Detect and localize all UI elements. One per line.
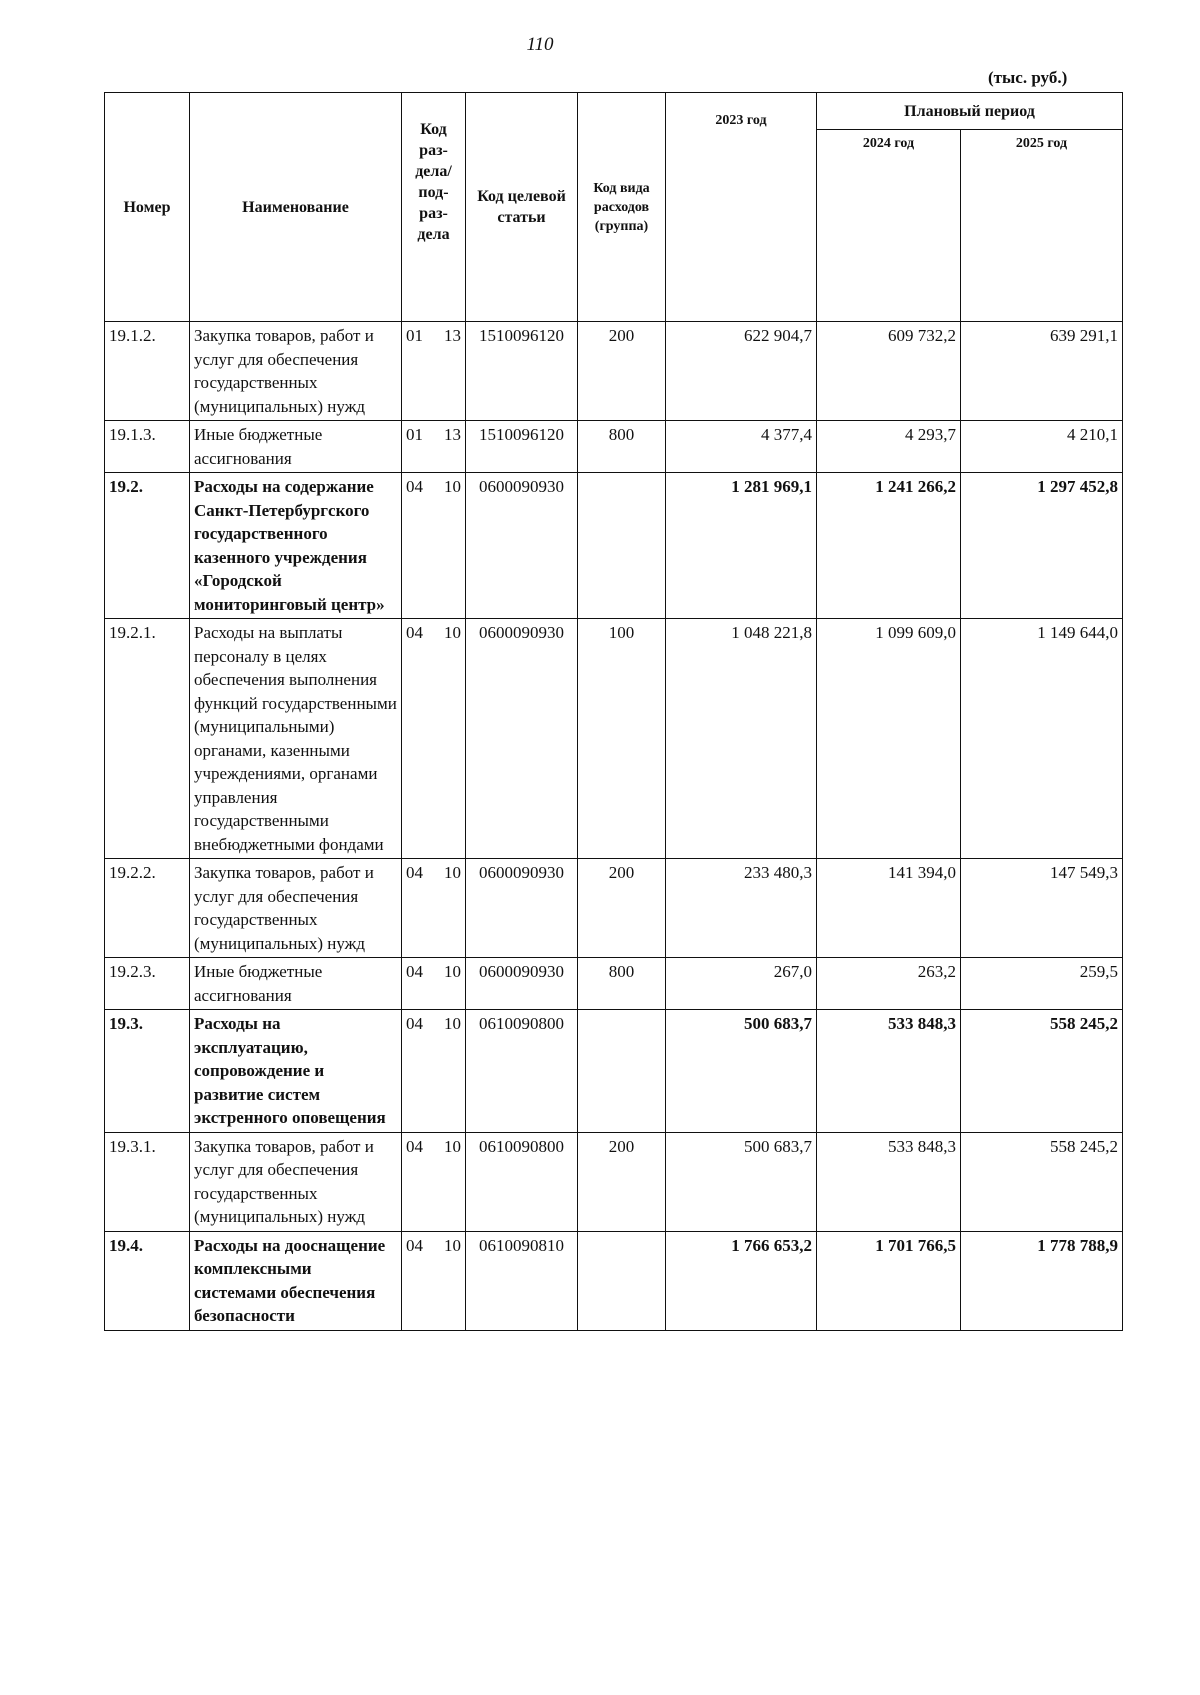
row-amount-2025: 4 210,1 — [961, 421, 1123, 473]
row-subsection: 10 — [444, 1014, 461, 1033]
row-section-code — [402, 473, 466, 619]
row-number: 19.3. — [105, 1010, 190, 1133]
row-target-code: 0600090930 — [466, 958, 578, 1010]
row-subsection: 10 — [444, 1235, 461, 1255]
row-section: 04 — [406, 863, 423, 882]
row-section: 04 — [406, 1136, 423, 1156]
row-name: Закупка товаров, работ и услуг для обеспечения государственных (муниципальных) нужд — [190, 1132, 402, 1231]
header-number: Номер — [105, 93, 190, 322]
page-number: 110 — [526, 34, 554, 55]
row-subsection: 10 — [444, 962, 461, 981]
row-section: 04 — [406, 477, 423, 496]
row-amount-2025: 1 149 644,0 — [961, 619, 1123, 859]
row-amount-2024: 533 848,3 — [817, 1010, 961, 1133]
row-expense-type — [578, 1231, 666, 1330]
row-target-code: 0610090810 — [466, 1231, 578, 1330]
table-row — [105, 421, 1123, 473]
row-amount-2023: 267,0 — [666, 958, 817, 1010]
row-section: 01 — [406, 326, 423, 345]
header-planning-period: Плановый период — [817, 93, 1123, 130]
row-number: 19.3.1. — [105, 1132, 190, 1231]
row-amount-2024: 1 701 766,5 — [817, 1231, 961, 1330]
table-body — [105, 322, 1123, 1331]
row-amount-2025: 1 778 788,9 — [961, 1231, 1123, 1330]
header-section-code: Код раз-дела/ под-раз-дела — [402, 93, 466, 322]
row-amount-2024: 141 394,0 — [817, 859, 961, 958]
row-amount-2023: 1 766 653,2 — [666, 1231, 817, 1330]
table-row — [105, 1132, 1123, 1231]
header-year-2025: 2025 год — [961, 130, 1123, 322]
units-label: (тыс. руб.) — [988, 68, 1068, 87]
row-amount-2024: 533 848,3 — [817, 1132, 961, 1231]
row-amount-2023: 1 281 969,1 — [666, 473, 817, 619]
table-row — [105, 1010, 1123, 1133]
row-section: 04 — [406, 1014, 423, 1033]
row-section-code — [402, 421, 466, 473]
table-row — [105, 1231, 1123, 1330]
row-name: Расходы на содержание Санкт-Петербургского государственного казенного учреждения «Городской мониторинговый центр» — [190, 473, 402, 619]
row-amount-2024: 263,2 — [817, 958, 961, 1010]
row-expense-type: 200 — [578, 859, 666, 958]
row-section-code — [402, 619, 466, 859]
row-subsection: 10 — [444, 863, 461, 882]
row-section-code — [402, 1231, 466, 1330]
header-year-2023: 2023 год — [666, 93, 817, 322]
header-target-code: Код целевой статьи — [466, 93, 578, 322]
row-number: 19.2.2. — [105, 859, 190, 958]
row-name: Расходы на выплаты персоналу в целях обеспечения выполнения функций государственными (муниципальными) органами, казенными учреждениями, органами управления государственными внебюджетными фондами — [190, 619, 402, 859]
row-expense-type: 200 — [578, 322, 666, 421]
row-target-code: 1510096120 — [466, 322, 578, 421]
row-amount-2023: 1 048 221,8 — [666, 619, 817, 859]
row-name: Расходы на дооснащение комплексными системами обеспечения безопасности — [190, 1231, 402, 1330]
row-target-code: 0610090800 — [466, 1132, 578, 1231]
row-section-code — [402, 1010, 466, 1133]
row-name: Закупка товаров, работ и услуг для обеспечения государственных (муниципальных) нужд — [190, 859, 402, 958]
header-expense-type-code: Код вида расходов (группа) — [578, 93, 666, 322]
row-subsection: 10 — [444, 477, 461, 496]
row-section: 04 — [406, 962, 423, 981]
row-expense-type — [578, 473, 666, 619]
row-section-code — [402, 958, 466, 1010]
row-amount-2025: 1 297 452,8 — [961, 473, 1123, 619]
row-expense-type: 100 — [578, 619, 666, 859]
row-subsection: 13 — [444, 326, 461, 345]
row-amount-2024: 1 241 266,2 — [817, 473, 961, 619]
row-section: 04 — [406, 1235, 423, 1255]
row-target-code: 1510096120 — [466, 421, 578, 473]
row-amount-2025: 558 245,2 — [961, 1010, 1123, 1133]
header-year-2024: 2024 год — [817, 130, 961, 322]
row-amount-2025: 558 245,2 — [961, 1132, 1123, 1231]
row-number: 19.1.2. — [105, 322, 190, 421]
table-row — [105, 958, 1123, 1010]
row-amount-2023: 233 480,3 — [666, 859, 817, 958]
row-number: 19.4. — [105, 1231, 190, 1330]
table-header — [105, 93, 1123, 322]
row-expense-type — [578, 1010, 666, 1133]
row-subsection: 13 — [444, 425, 461, 444]
row-number: 19.2. — [105, 473, 190, 619]
row-section-code — [402, 859, 466, 958]
row-target-code: 0600090930 — [466, 473, 578, 619]
row-name: Иные бюджетные ассигнования — [190, 958, 402, 1010]
row-amount-2023: 622 904,7 — [666, 322, 817, 421]
row-expense-type: 800 — [578, 958, 666, 1010]
row-name: Иные бюджетные ассигнования — [190, 421, 402, 473]
row-amount-2023: 500 683,7 — [666, 1010, 817, 1133]
row-target-code: 0610090800 — [466, 1010, 578, 1133]
table-row — [105, 619, 1123, 859]
row-expense-type: 200 — [578, 1132, 666, 1231]
row-amount-2025: 259,5 — [961, 958, 1123, 1010]
row-subsection: 10 — [444, 623, 461, 642]
row-amount-2023: 500 683,7 — [666, 1132, 817, 1231]
row-name: Закупка товаров, работ и услуг для обеспечения государственных (муниципальных) нужд — [190, 322, 402, 421]
row-number: 19.2.1. — [105, 619, 190, 859]
row-number: 19.1.3. — [105, 421, 190, 473]
row-section-code — [402, 322, 466, 421]
row-target-code: 0600090930 — [466, 859, 578, 958]
row-amount-2024: 609 732,2 — [817, 322, 961, 421]
row-amount-2025: 639 291,1 — [961, 322, 1123, 421]
row-name: Расходы на эксплуатацию, сопровождение и развитие систем экстренного оповещения — [190, 1010, 402, 1133]
table-row — [105, 859, 1123, 958]
row-subsection: 10 — [444, 1136, 461, 1156]
row-number: 19.2.3. — [105, 958, 190, 1010]
budget-table — [104, 92, 1123, 1331]
row-amount-2024: 1 099 609,0 — [817, 619, 961, 859]
row-amount-2024: 4 293,7 — [817, 421, 961, 473]
row-target-code: 0600090930 — [466, 619, 578, 859]
row-section: 01 — [406, 425, 423, 444]
header-name: Наименование — [190, 93, 402, 322]
row-amount-2025: 147 549,3 — [961, 859, 1123, 958]
table-row — [105, 473, 1123, 619]
table-row — [105, 322, 1123, 421]
row-section: 04 — [406, 623, 423, 642]
row-expense-type: 800 — [578, 421, 666, 473]
row-amount-2023: 4 377,4 — [666, 421, 817, 473]
row-section-code — [402, 1132, 466, 1231]
